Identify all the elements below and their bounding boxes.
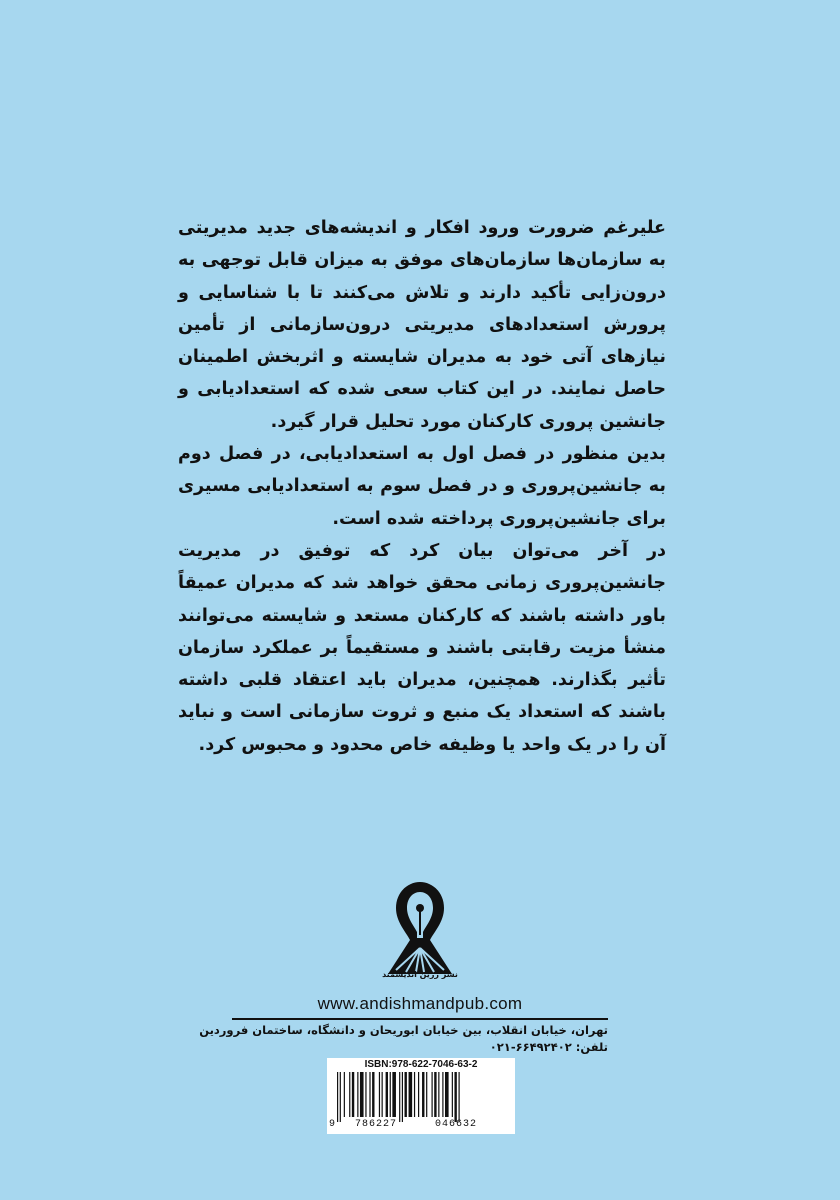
blurb-paragraph-1: علیرغم ضرورت ورود افکار و اندیشه‌های جدید مدیریتی به سازمان‌ها سازمان‌های موفق به میزان قابل توجهی به درون‌زایی تأکید دارند و تلاش می‌کنند تا با شناسایی و پرورش استعدادهای مدیریتی درون‌سازمانی از تأمین نیازهای آتی خود به مدیران شایسته و اثربخش اطمینان حاصل نمایند. در این کتاب سعی شده که استعدادیابی و جانشین پروری کارکنان مورد تحلیل قرار گیرد.	[178, 218, 666, 432]
barcode-bar	[438, 1072, 439, 1117]
barcode-bar	[349, 1072, 350, 1117]
barcode-bar	[379, 1072, 380, 1117]
publisher-website: www.andishmandpub.com	[317, 994, 523, 1013]
barcode-bar	[459, 1072, 460, 1122]
barcode-right-digits: 046632	[435, 1119, 478, 1130]
barcode-bar	[418, 1072, 419, 1117]
barcode-bar	[452, 1072, 453, 1117]
barcode-bar	[414, 1072, 415, 1117]
blurb-paragraph-3: در آخر می‌توان بیان کرد که توفیق در مدیریت جانشین‌پروری زمانی محقق خواهد شد که مدیران عمیقاً باور داشته باشند که کارکنان مستعد و شایسته می‌توانند منشأ مزیت رقابتی باشند و مستقیماً بر عملکرد سازمان تأثیر بگذارند. همچنین، مدیران باید اعتقاد قلبی داشته باشند که استعداد یک منبع و ثروت سازمانی است و نباید آن را در یک واحد یا وظیفه خاص محدود و محبوس کرد.	[178, 540, 666, 755]
barcode-bar	[454, 1072, 456, 1122]
barcode-bar	[337, 1072, 338, 1122]
publisher-name: نشر زرین اندیشمند	[382, 970, 458, 979]
barcode-bar	[402, 1072, 403, 1122]
barcode-bar	[390, 1072, 391, 1117]
barcode-bar	[369, 1072, 370, 1117]
barcode-bar	[432, 1072, 433, 1117]
divider	[232, 1018, 608, 1020]
barcode-bar	[352, 1072, 354, 1117]
barcode-bar	[357, 1072, 358, 1117]
back-cover-blurb	[178, 212, 666, 761]
barcode-bar	[365, 1072, 366, 1117]
publisher-address: تهران، خیابان انقلاب، بین خیابان ابوریحان و دانشگاه، ساختمان فروردین	[199, 1023, 608, 1037]
barcode-bar	[382, 1072, 383, 1117]
barcode-bar	[360, 1072, 364, 1117]
barcode-bar	[409, 1072, 413, 1117]
barcode-bars	[337, 1072, 505, 1122]
pen-nib-keyhole-icon	[372, 878, 468, 982]
barcode-bar	[405, 1072, 407, 1117]
barcode-bar	[386, 1072, 388, 1117]
barcode-bar	[399, 1072, 400, 1122]
barcode-bar	[392, 1072, 396, 1117]
barcode-bar	[340, 1072, 341, 1122]
barcode-bar	[422, 1072, 424, 1117]
barcode-bar	[434, 1072, 436, 1117]
barcode-bar	[344, 1072, 345, 1117]
blurb-paragraph-2: بدین منظور در فصل اول به استعدادیابی، در فصل دوم به جانشین‌پروری و در فصل سوم به استعدادیابی مسیری برای جانشین‌پروری پرداخته شده است.	[178, 444, 666, 529]
publisher-phone: تلفن: ۶۶۴۹۲۴۰۲-۰۲۱	[489, 1040, 608, 1054]
barcode-bar	[445, 1072, 449, 1117]
isbn-barcode	[327, 1058, 515, 1134]
barcode-left-digits: 786227	[355, 1119, 398, 1130]
barcode-bar	[442, 1072, 443, 1117]
barcode-bar	[372, 1072, 374, 1117]
barcode-lead-digit: 9	[329, 1119, 336, 1130]
isbn-label: ISBN:978-622-7046-63-2	[364, 1059, 478, 1070]
barcode-bar	[426, 1072, 427, 1117]
